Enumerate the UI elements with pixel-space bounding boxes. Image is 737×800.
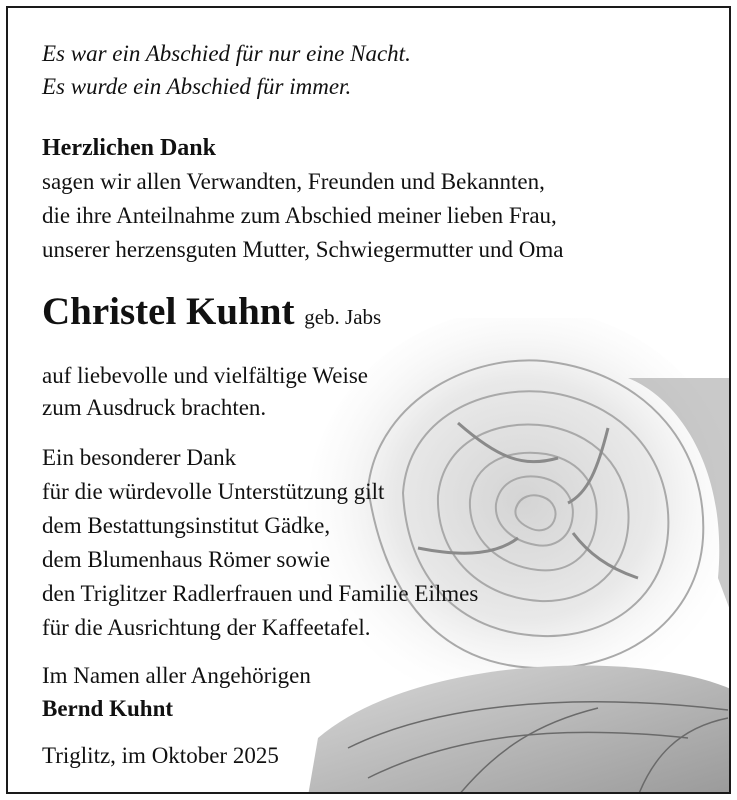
signature-block <box>42 659 311 725</box>
signer-name: Bernd Kuhnt <box>42 696 174 721</box>
motto-line: Es war ein Abschied für nur eine Nacht. <box>42 41 411 66</box>
special-thanks-line: für die würdevolle Unterstützung gilt <box>42 479 385 504</box>
obituary-notice <box>6 6 731 794</box>
sympathy-line: auf liebevolle und vielfältige Weise <box>42 363 368 388</box>
special-thanks-line: dem Bestattungsinstitut Gädke, <box>42 513 331 538</box>
intro-line: sagen wir allen Verwandten, Freunden und Bekannten, <box>42 169 545 194</box>
closing-line: Im Namen aller Angehörigen <box>42 663 311 688</box>
special-thanks-text <box>42 441 478 645</box>
sympathy-line: zum Ausdruck brachten. <box>42 395 267 420</box>
intro-line: unserer herzensguten Mutter, Schwiegermutter und Oma <box>42 237 564 262</box>
deceased-name: Christel Kuhnt <box>42 290 295 333</box>
special-thanks-line: den Triglitzer Radlerfrauen und Familie Eilmes <box>42 581 479 606</box>
birth-name: geb. Jabs <box>304 305 382 329</box>
thanks-heading: Herzlichen Dank <box>42 135 216 161</box>
special-thanks-line: dem Blumenhaus Römer sowie <box>42 547 331 572</box>
special-thanks-line: für die Ausrichtung der Kaffeetafel. <box>42 615 371 640</box>
special-thanks-line: Ein besonderer Dank <box>42 445 237 470</box>
sympathy-text <box>42 360 368 424</box>
intro-text <box>42 165 564 267</box>
place-date: Triglitz, im Oktober 2025 <box>42 743 279 768</box>
motto-line: Es wurde ein Abschied für immer. <box>42 74 352 99</box>
motto <box>42 37 411 103</box>
intro-line: die ihre Anteilnahme zum Abschied meiner lieben Frau, <box>42 203 557 228</box>
deceased-name-line <box>42 288 381 341</box>
